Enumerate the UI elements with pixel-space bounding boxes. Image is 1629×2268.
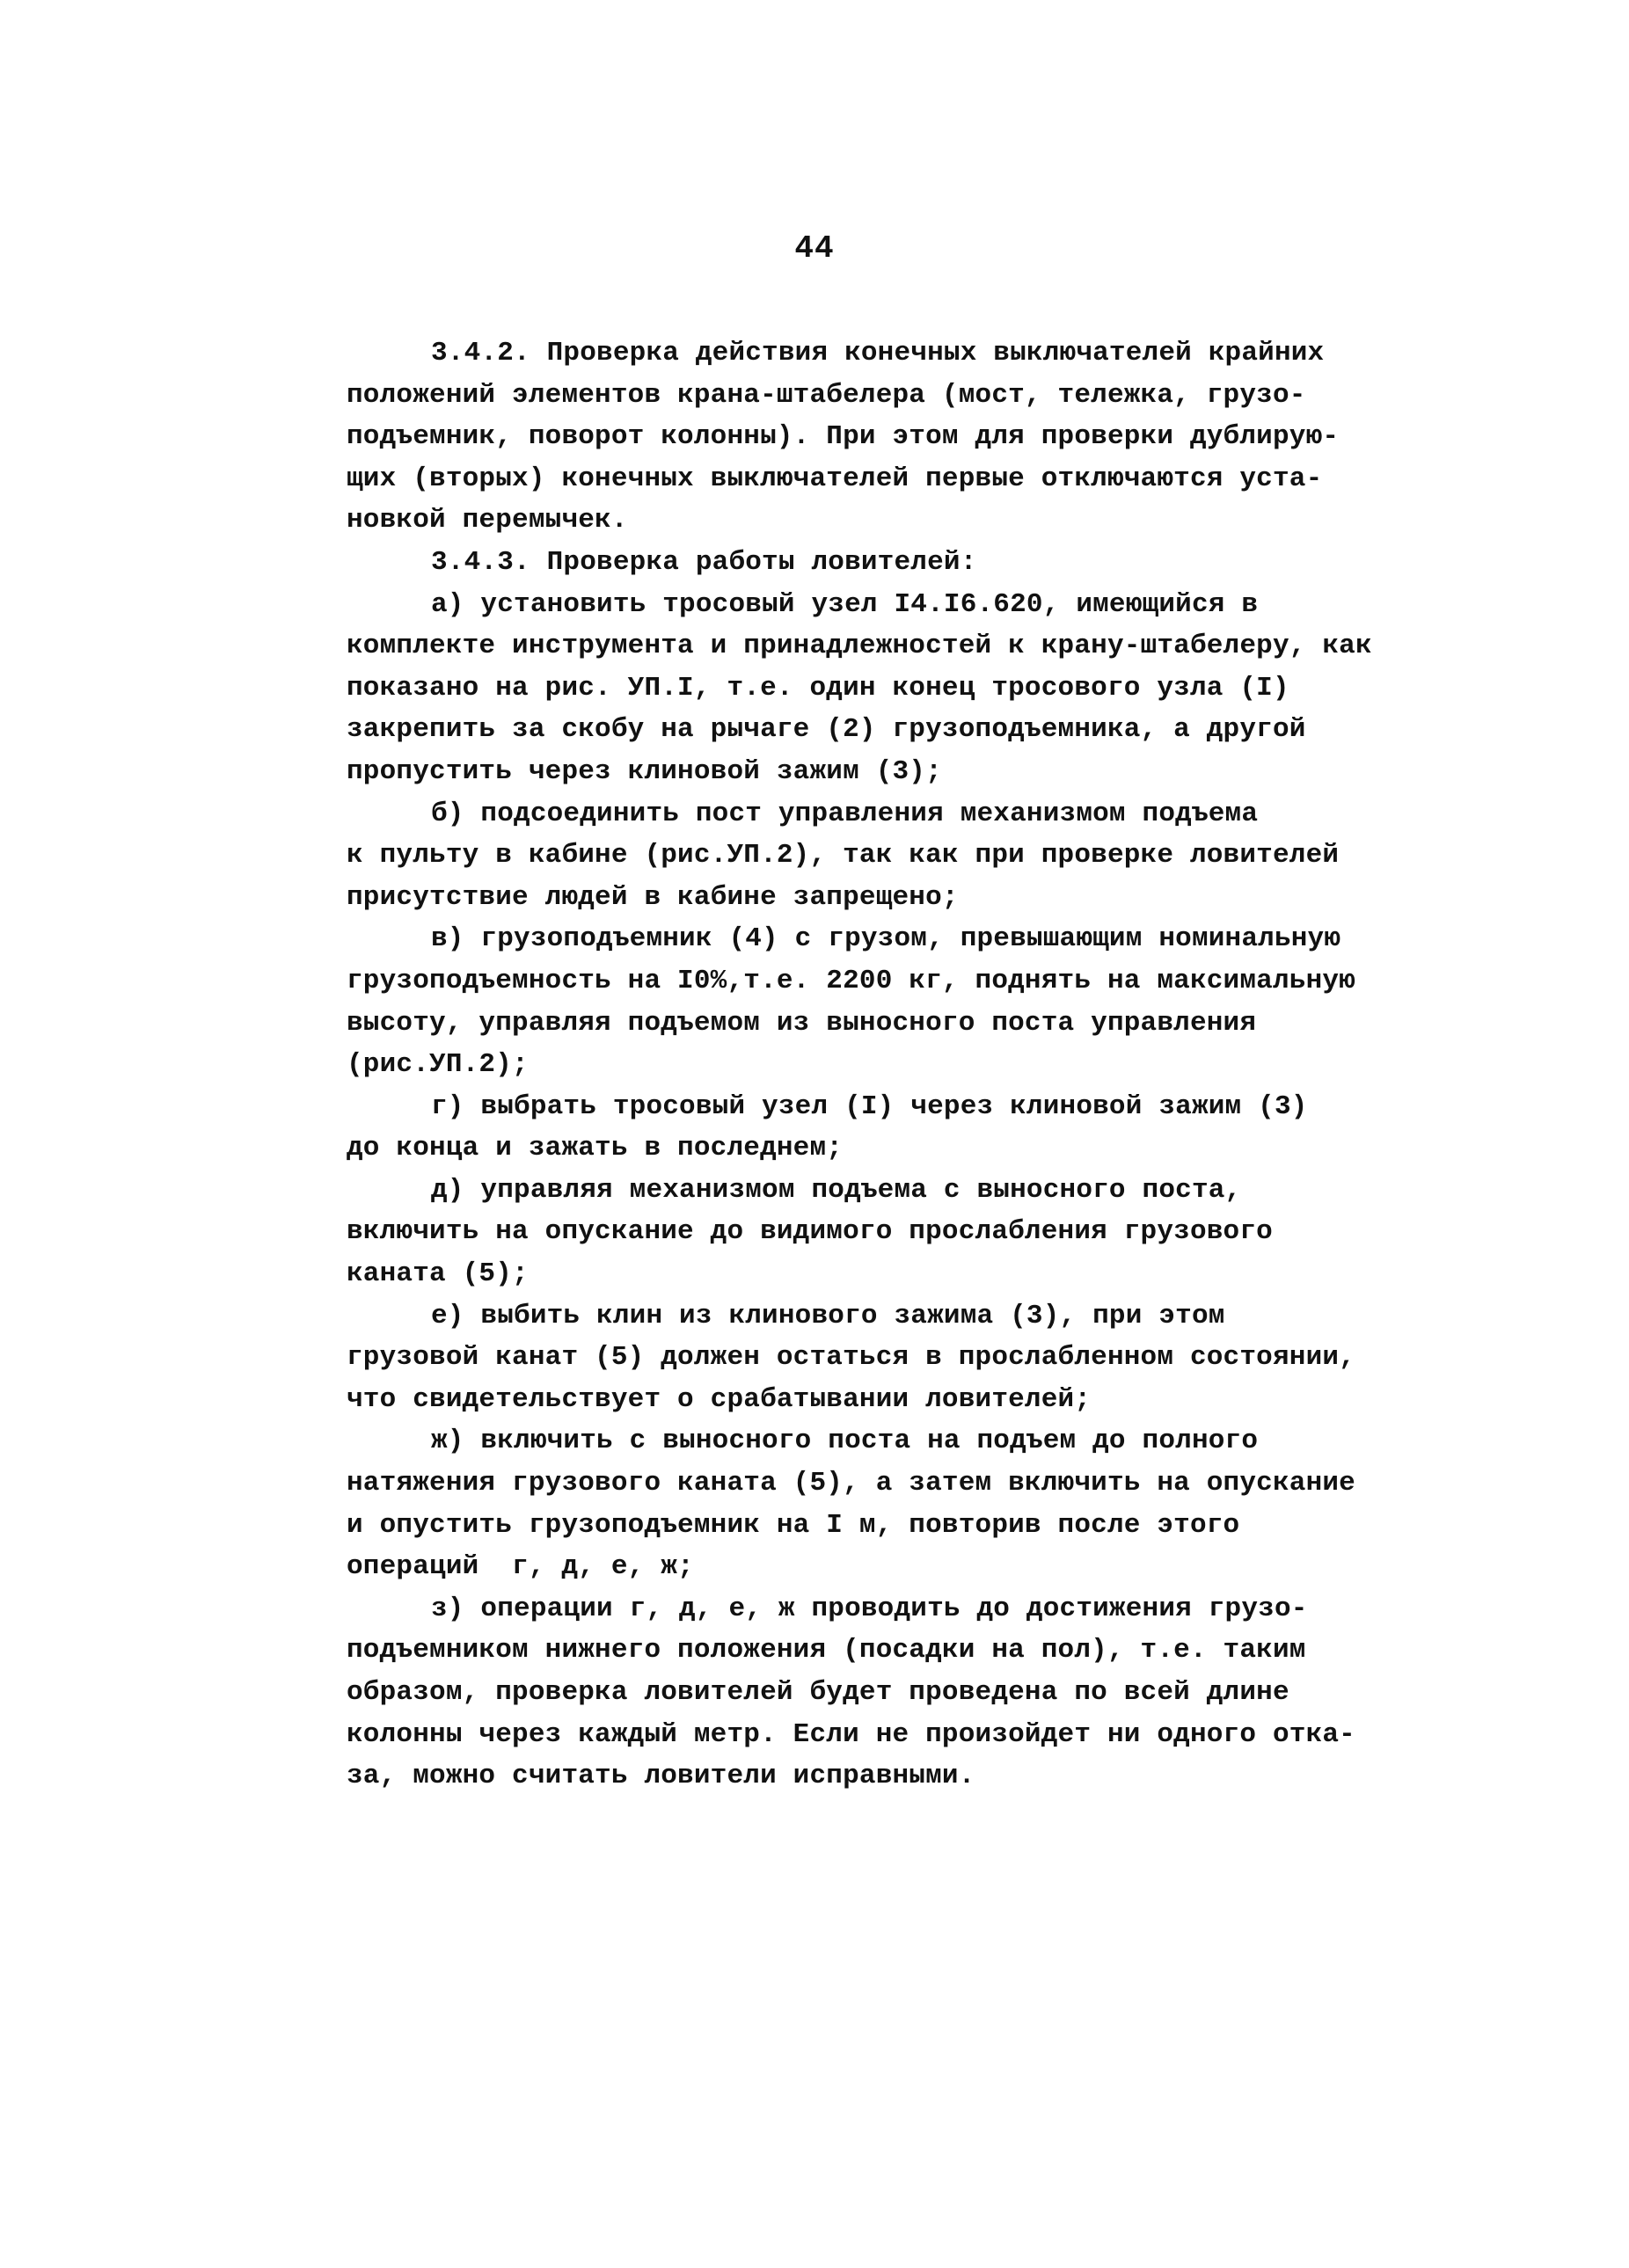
text-line: а) установить тросовый узел I4.I6.620, имеющийся в [431,588,1259,620]
text-line: ж) включить с выносного поста на подъем до полного [431,1426,1259,1457]
text-line: операций г, д, е, ж; [347,1551,694,1583]
text-line: б) подсоединить пост управления механизмом подъема [431,798,1259,829]
text-line: комплекте инструмента и принадлежностей к крану-штабелеру, как [347,631,1372,662]
text-line: присутствие людей в кабине запрещено; [347,881,959,913]
text-line: показано на рис. УП.I, т.е. один конец тросового узла (I) [347,672,1289,704]
text-line: натяжения грузового каната (5), а затем включить на опускание [347,1468,1355,1499]
body-text [347,332,1420,1798]
text-line: 3.4.3. Проверка работы ловителей: [431,546,977,578]
text-line: грузоподъемность на I0%,т.е. 2200 кг, поднять на максимальную [347,965,1355,996]
text-line: и опустить грузоподъемник на I м, повторив после этого [347,1509,1240,1541]
text-line: за, можно считать ловители исправными. [347,1761,975,1792]
text-line: е) выбить клин из клинового зажима (3), при этом [431,1300,1225,1331]
text-line: высоту, управляя подъемом из выносного поста управления [347,1007,1257,1039]
text-line: новкой перемычек. [347,505,628,536]
text-line: г) выбрать тросовый узел (I) через клиновой зажим (3) [431,1090,1308,1122]
text-line: щих (вторых) конечных выключателей первые отключаются уста- [347,463,1323,494]
text-line: з) операции г, д, е, ж проводить до достижения грузо- [431,1593,1308,1624]
text-line: 3.4.2. Проверка действия конечных выключателей крайних [431,338,1325,368]
text-line: (рис.УП.2); [347,1049,529,1081]
text-line: что свидетельствует о срабатывании ловителей; [347,1383,1092,1415]
text-line: каната (5); [347,1258,529,1290]
text-line: подъемник, поворот колонны). При этом для проверки дублирую- [347,421,1340,453]
text-line: к пульту в кабине (рис.УП.2), так как при проверке ловителей [347,840,1340,871]
text-line: положений элементов крана-штабелера (мост, тележка, грузо- [347,379,1306,411]
text-line: до конца и зажать в последнем; [347,1133,844,1164]
text-line: грузовой канат (5) должен остаться в прослабленном состоянии, [347,1342,1355,1374]
text-line: образом, проверка ловителей будет проведена по всей длине [347,1677,1289,1708]
text-line: закрепить за скобу на рычаге (2) грузоподъемника, а другой [347,714,1306,746]
text-line: пропустить через клиновой зажим (3); [347,755,942,787]
text-line: в) грузоподъемник (4) с грузом, превышающим номинальную [431,923,1341,955]
text-line: подъемником нижнего положения (посадки на пол), т.е. таким [347,1635,1306,1666]
page-number: 44 [794,230,835,266]
text-line: включить на опускание до видимого прослабления грузового [347,1216,1273,1248]
text-line: д) управляя механизмом подъема с выносного поста, [431,1174,1242,1206]
text-line: колонны через каждый метр. Если не произойдет ни одного отка- [347,1718,1355,1750]
